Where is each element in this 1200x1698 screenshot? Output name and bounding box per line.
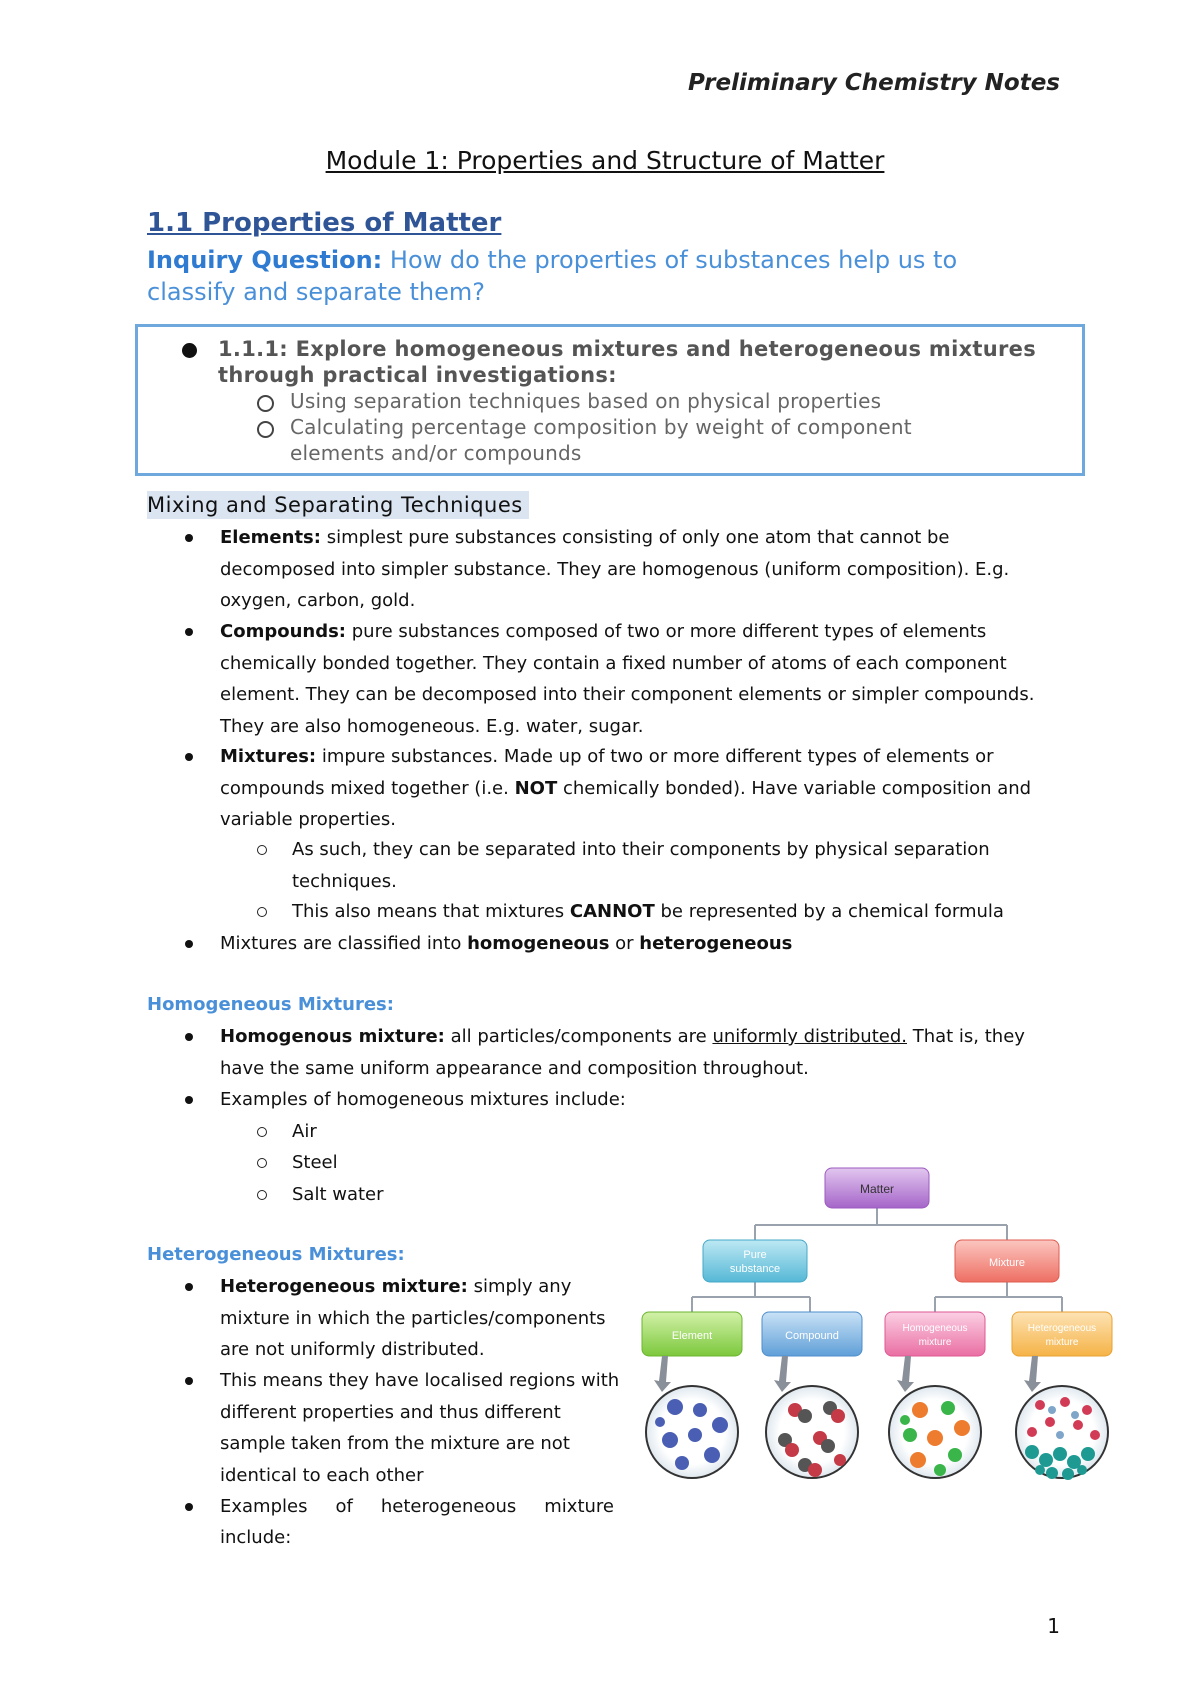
heterogeneous-regions: This means they have localised regions with different properties and thus different sample taken from the mixture are not identical to each other xyxy=(220,1370,620,1486)
heterogeneous-particles-circle xyxy=(1016,1386,1108,1480)
matter-classification-diagram xyxy=(640,1160,1130,1485)
classified-homogeneous: homogeneous xyxy=(467,933,610,954)
hollow-bullet-icon xyxy=(257,395,274,412)
inquiry-text: How do the properties of substances help us to classify and separate them? xyxy=(147,246,958,306)
homogeneous-definition xyxy=(220,1021,1070,1084)
bullet-icon xyxy=(185,1033,193,1041)
bullet-icon xyxy=(185,1096,193,1104)
bullet-icon xyxy=(185,940,193,948)
bullet-icon xyxy=(185,753,193,761)
mixtures-sub-1: As such, they can be separated into their components by physical separation techniques. xyxy=(292,839,990,892)
homogeneous-underlined: uniformly distributed. xyxy=(712,1026,907,1047)
hollow-bullet-icon xyxy=(257,421,274,438)
compounds-text: pure substances composed of two or more different types of elements chemically bonded together. They contain a fixed number of atoms of each component element. They can be decomposed into their component elements or simpler compounds. They are also homogeneous. E.g. water, sugar. xyxy=(220,621,1035,737)
element-particles-circle xyxy=(646,1386,738,1478)
element-label: Element xyxy=(671,1330,713,1342)
inquiry-label: Inquiry Question: xyxy=(147,246,383,274)
heterogeneous-box xyxy=(1012,1312,1112,1356)
elements-text: simplest pure substances consisting of only one atom that cannot be decomposed into simpler substance. They are homogenous (uniform composition). E.g. oxygen, carbon, gold. xyxy=(220,527,1010,611)
compounds-term: Compounds: xyxy=(220,621,347,642)
bullet-icon xyxy=(185,628,193,636)
syllabus-sub-1: Using separation techniques based on physical properties xyxy=(290,389,882,413)
bullet-icon xyxy=(185,534,193,542)
hollow-bullet-icon xyxy=(257,1158,267,1168)
mixtures-sub-2 xyxy=(292,896,1072,928)
syllabus-outcome: 1.1.1: Explore homogeneous mixtures and heterogeneous mixtures through practical investigations: xyxy=(218,337,1037,387)
mixtures-not: NOT xyxy=(514,777,558,799)
homogeneous-examples-intro: Examples of homogeneous mixtures include: xyxy=(220,1089,626,1110)
mixtures-text-1: impure substances. Made up of two or more different types of elements or compounds mixed together (i.e. xyxy=(220,746,994,799)
heterogeneous-examples-line2: include: xyxy=(220,1527,292,1548)
compound-particles-circle xyxy=(766,1386,858,1478)
matter-label: Matter xyxy=(859,1182,895,1196)
diagram-arrows xyxy=(654,1356,1041,1392)
heterogeneous-definition xyxy=(220,1271,620,1366)
mixtures-definition xyxy=(220,741,1070,836)
compound-label: Compound xyxy=(785,1330,839,1342)
homo-label-2: mixture xyxy=(918,1337,952,1348)
pure-label-2: substance xyxy=(729,1263,781,1275)
inquiry-question xyxy=(147,244,997,308)
example-air: Air xyxy=(292,1121,317,1142)
section-title: 1.1 Properties of Matter xyxy=(147,208,502,238)
mixtures-sub-2-cannot: CANNOT xyxy=(569,901,655,922)
homogeneous-text-a: all particles/components are xyxy=(444,1026,713,1047)
module-title: Module 1: Properties and Structure of Matter xyxy=(325,146,885,175)
homogeneous-term: Homogenous mixture: xyxy=(220,1026,445,1047)
homogeneous-heading: Homogeneous Mixtures: xyxy=(147,994,394,1015)
mixing-heading: Mixing and Separating Techniques xyxy=(147,491,529,519)
compounds-definition xyxy=(220,616,1065,742)
homogeneous-box xyxy=(885,1312,985,1356)
heterogeneous-text: simply any mixture in which the particles/components are not uniformly distributed. xyxy=(220,1276,606,1360)
syllabus-sub-2: Calculating percentage composition by weight of component elements and/or compounds xyxy=(290,415,912,465)
mixtures-term: Mixtures: xyxy=(220,746,317,767)
classified-text: Mixtures are classified into xyxy=(220,933,468,954)
example-salt-water: Salt water xyxy=(292,1184,384,1205)
bullet-icon xyxy=(185,1283,193,1291)
hollow-bullet-icon xyxy=(257,1190,267,1200)
hetero-label-2: mixture xyxy=(1045,1337,1079,1348)
pure-substance-box xyxy=(703,1240,807,1282)
hollow-bullet-icon xyxy=(257,907,267,917)
homogeneous-text-b: That is, they have the same uniform appearance and composition throughout. xyxy=(220,1026,1025,1079)
homo-label-1: Homogeneous xyxy=(902,1323,968,1334)
elements-term: Elements: xyxy=(220,527,321,548)
classified-heterogeneous: heterogeneous xyxy=(639,933,793,954)
hollow-bullet-icon xyxy=(257,845,267,855)
bullet-icon xyxy=(185,1503,193,1511)
hetero-label-1: Heterogeneous xyxy=(1027,1323,1097,1334)
example-steel: Steel xyxy=(292,1152,338,1173)
homogeneous-particles-circle xyxy=(889,1386,981,1478)
heterogeneous-examples-line1: Examples of heterogeneous mixture xyxy=(220,1496,614,1517)
pure-label-1: Pure xyxy=(743,1249,767,1261)
heterogeneous-term: Heterogeneous mixture: xyxy=(220,1276,468,1297)
heterogeneous-heading: Heterogeneous Mixtures: xyxy=(147,1244,405,1265)
bullet-icon xyxy=(182,343,197,358)
mixtures-text-2: chemically bonded). Have variable composition and variable properties. xyxy=(220,777,1032,830)
running-header: Preliminary Chemistry Notes xyxy=(687,70,1060,96)
page-number: 1 xyxy=(1047,1614,1060,1638)
mixture-label: Mixture xyxy=(988,1257,1026,1269)
bullet-icon xyxy=(185,1377,193,1385)
hollow-bullet-icon xyxy=(257,1127,267,1137)
mixtures-classification xyxy=(220,928,1070,960)
mixtures-sub-2-b: be represented by a chemical formula xyxy=(654,901,1004,922)
elements-definition xyxy=(220,522,1070,617)
mixtures-sub-2-a: This also means that mixtures xyxy=(292,901,570,922)
classified-or: or xyxy=(609,933,640,954)
